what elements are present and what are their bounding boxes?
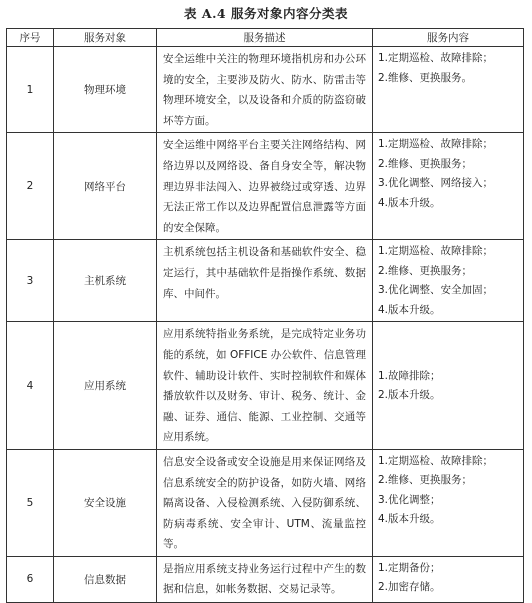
content-item: 1.定期巡检、故障排除； <box>378 138 494 151</box>
header-seq: 序号 <box>7 29 54 47</box>
content-item: 1.故障排除； <box>378 369 441 382</box>
row-object: 安全设施 <box>54 449 157 556</box>
content-item: 3.优化调整、网络接入； <box>378 177 494 190</box>
content-item: 2.维修、更换服务； <box>378 157 473 170</box>
content-item: 4.版本升级。 <box>378 513 441 526</box>
row-content <box>373 47 524 133</box>
content-item: 2.维修、更换服务。 <box>378 71 473 84</box>
row-object: 主机系统 <box>54 240 157 322</box>
content-item: 3.优化调整； <box>378 493 441 506</box>
row-seq: 5 <box>7 449 54 556</box>
service-classification-table <box>6 28 524 603</box>
row-seq: 4 <box>7 322 54 450</box>
header-description: 服务描述 <box>157 29 373 47</box>
content-item: 2.维修、更换服务； <box>378 474 473 487</box>
content-item: 2.维修、更换服务； <box>378 264 473 277</box>
content-item: 2.加密存储。 <box>378 581 441 594</box>
row-seq: 3 <box>7 240 54 322</box>
content-item: 4.版本升级。 <box>378 303 441 316</box>
content-item: 1.定期巡检、故障排除； <box>378 245 494 258</box>
header-content: 服务内容 <box>373 29 524 47</box>
row-description: 安全运维中网络平台主要关注网络结构、网络边界以及网络设、备自身安全等，解决物理边界非法闯入、边界被绕过或穿透、边界无法正常工作以及边界配置信息泄露等方面的安全保障。 <box>157 133 373 240</box>
table-row <box>7 449 524 556</box>
row-description: 安全运维中关注的物理环境指机房和办公环境的安全，主要涉及防火、防水、防雷击等物理环境安全，以及设备和介质的防盗窃破坏等方面。 <box>157 47 373 133</box>
row-object: 网络平台 <box>54 133 157 240</box>
table-row <box>7 240 524 322</box>
row-object: 信息数据 <box>54 556 157 602</box>
row-description: 应用系统特指业务系统，是完成特定业务功能的系统，如 OFFICE 办公软件、信息管理软件、辅助设计软件、实时控制软件和媒体播放软件以及财务、审计、税务、统计、金融、证券、通信、能源、工业控制、交通等应用系统。 <box>157 322 373 450</box>
row-description: 信息安全设备或安全设施是用来保证网络及信息系统安全的防护设备，如防火墙、网络隔离设备、入侵检测系统、入侵防御系统、防病毒系统、安全审计、UTM、流量监控等。 <box>157 449 373 556</box>
content-item: 4.版本升级。 <box>378 196 441 209</box>
content-item: 3.优化调整、安全加固； <box>378 284 494 297</box>
row-content <box>373 240 524 322</box>
table-row <box>7 47 524 133</box>
row-description: 主机系统包括主机设备和基础软件安全、稳定运行，其中基础软件是指操作系统、数据库、中间件。 <box>157 240 373 322</box>
table-header-row <box>7 29 524 47</box>
header-object: 服务对象 <box>54 29 157 47</box>
row-content <box>373 133 524 240</box>
content-item: 2.版本升级。 <box>378 389 441 402</box>
table-title: 表 A.4 服务对象内容分类表 <box>184 6 348 21</box>
row-seq: 6 <box>7 556 54 602</box>
row-content <box>373 556 524 602</box>
row-seq: 1 <box>7 47 54 133</box>
row-object: 物理环境 <box>54 47 157 133</box>
row-seq: 2 <box>7 133 54 240</box>
content-item: 1.定期巡检、故障排除； <box>378 52 494 64</box>
table-row <box>7 133 524 240</box>
content-item: 1.定期备份； <box>378 561 441 574</box>
table-row <box>7 322 524 450</box>
table-row <box>7 556 524 602</box>
row-description: 是指应用系统支持业务运行过程中产生的数据和信息，如帐务数据、交易记录等。 <box>157 556 373 602</box>
content-item: 1.定期巡检、故障排除； <box>378 454 494 467</box>
row-content <box>373 322 524 450</box>
row-content <box>373 449 524 556</box>
row-object: 应用系统 <box>54 322 157 450</box>
